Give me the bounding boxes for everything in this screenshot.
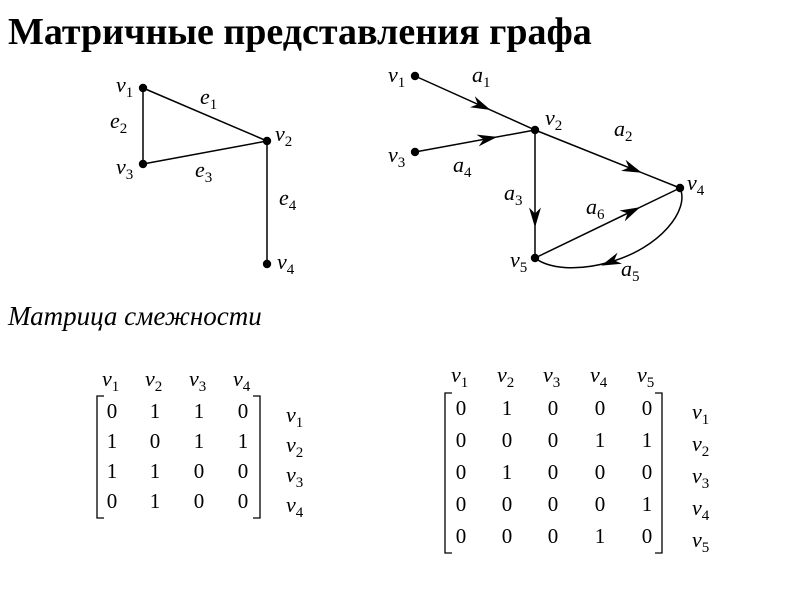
matrix_undirected-row-label-4 <box>286 492 304 521</box>
vertex-label-v4 <box>277 249 295 278</box>
vertex-v3 <box>139 160 147 168</box>
matrix_directed-cell: 1 <box>501 396 513 420</box>
vertex-d-label-v1-index: 1 <box>397 75 406 91</box>
matrix_directed-cell: 1 <box>641 492 653 516</box>
matrix_undirected-col-label-1 <box>102 366 119 395</box>
matrix_undirected-cell: 1 <box>149 399 161 423</box>
arc-label-a4-index: 4 <box>464 165 472 181</box>
matrix_directed-row-label-1-index: 1 <box>701 412 710 428</box>
arc-a6 <box>535 188 680 258</box>
matrix_undirected-row-label-3-index: 3 <box>295 475 304 491</box>
arc-label-a3-index: 3 <box>515 193 523 209</box>
edge-e3 <box>143 141 267 164</box>
vertex-label-v2-letter: v <box>275 121 285 146</box>
arc-a2 <box>535 130 680 188</box>
arc-label-a1-index: 1 <box>483 75 491 91</box>
matrix_undirected-cell: 0 <box>237 489 249 513</box>
vertex-d-label-v4 <box>687 170 705 199</box>
vertex-label-v1-index: 1 <box>125 85 134 101</box>
matrix_undirected-row-label-1-letter: v <box>286 402 296 427</box>
vertex-d-label-v1 <box>388 62 405 91</box>
matrix_directed-row-label-5-letter: v <box>692 527 702 552</box>
matrix_directed-cell: 1 <box>641 428 653 452</box>
matrix_directed-row-label-4-index: 4 <box>701 508 710 524</box>
matrix_directed-cell: 0 <box>547 396 559 420</box>
vertex-label-v2 <box>275 121 292 150</box>
arc-label-a4-letter: a <box>453 152 464 177</box>
matrix_undirected-cell: 1 <box>106 429 118 453</box>
matrix_directed-left-bracket <box>445 393 452 553</box>
arc-label-a4 <box>453 152 472 181</box>
matrix_undirected-col-label-2-letter: v <box>145 366 155 391</box>
matrix_undirected-col-label-2 <box>145 366 162 395</box>
arc-label-a3-letter: a <box>504 180 515 205</box>
matrix_directed-cell: 0 <box>594 492 606 516</box>
edge-label-e1-letter: e <box>200 84 210 109</box>
matrix_directed-col-label-2-index: 2 <box>506 375 515 391</box>
vertex-d-label-v3-letter: v <box>388 142 398 167</box>
adjacency-matrix-undirected <box>97 366 304 521</box>
matrix_undirected-cell: 0 <box>237 399 249 423</box>
arc-label-a6-index: 6 <box>597 207 605 223</box>
matrix_directed-cell: 0 <box>594 396 606 420</box>
edge-label-e3 <box>195 157 212 186</box>
matrix_directed-col-label-5-letter: v <box>637 362 647 387</box>
arc-a4 <box>415 130 535 152</box>
vertex-label-v3-index: 3 <box>125 167 134 183</box>
matrix_undirected-cell: 0 <box>106 489 118 513</box>
arc-label-a2-index: 2 <box>625 129 633 145</box>
arc-label-a5-index: 5 <box>632 269 640 285</box>
arc-a5 <box>535 188 682 268</box>
matrix_directed-cell: 0 <box>455 460 467 484</box>
adjacency-matrix-directed <box>445 362 710 556</box>
matrix_directed-col-label-3-letter: v <box>543 362 553 387</box>
matrix_undirected-col-label-3-index: 3 <box>198 379 207 395</box>
vertex-d-label-v2 <box>545 105 562 134</box>
arc-label-a3 <box>504 180 523 209</box>
matrix_directed-row-label-2 <box>692 431 709 460</box>
matrix_undirected-col-label-4-index: 4 <box>242 379 251 395</box>
vertex-v2 <box>263 137 271 145</box>
matrix_undirected-row-label-2-index: 2 <box>295 445 304 461</box>
vertex-d-v2 <box>531 126 539 134</box>
matrix_directed-cell: 0 <box>455 396 467 420</box>
vertex-d-label-v2-letter: v <box>545 105 555 130</box>
arc-label-a1-letter: a <box>472 62 483 87</box>
matrix_directed-row-label-3 <box>692 463 709 492</box>
vertex-d-label-v5-index: 5 <box>519 260 528 276</box>
edge-label-e3-letter: e <box>195 157 205 182</box>
matrix_directed-col-label-2 <box>497 362 514 391</box>
matrix_undirected-row-label-4-letter: v <box>286 492 296 517</box>
matrix_directed-cell: 0 <box>501 524 513 548</box>
matrix_directed-row-label-4-letter: v <box>692 495 702 520</box>
vertex-d-label-v2-index: 2 <box>554 118 563 134</box>
matrix_undirected-cell: 0 <box>149 429 161 453</box>
matrix_undirected-cell: 1 <box>237 429 249 453</box>
matrix_undirected-row-label-3-letter: v <box>286 462 296 487</box>
matrix_directed-row-label-1-letter: v <box>692 399 702 424</box>
matrix_directed-cell: 1 <box>594 428 606 452</box>
edge-label-e4 <box>279 185 297 214</box>
matrix_undirected-row-label-3 <box>286 462 303 491</box>
edge-label-e2-index: 2 <box>119 121 128 137</box>
matrix_undirected-row-label-1 <box>286 402 303 431</box>
matrix_undirected-row-label-1-index: 1 <box>295 415 304 431</box>
matrix_directed-right-bracket <box>655 393 662 553</box>
matrix_directed-col-label-1-index: 1 <box>460 375 469 391</box>
matrix_undirected-cell: 0 <box>106 399 118 423</box>
arc-label-a6 <box>586 194 605 223</box>
vertex-d-label-v4-index: 4 <box>696 183 705 199</box>
section-label-adjacency-matrix: Матрица смежности <box>8 301 262 331</box>
matrix_undirected-cell: 0 <box>193 459 205 483</box>
arc-label-a5-letter: a <box>621 256 632 281</box>
matrix_directed-col-label-1 <box>451 362 468 391</box>
matrix_directed-col-label-2-letter: v <box>497 362 507 387</box>
vertex-label-v4-letter: v <box>277 249 287 274</box>
arc-label-a5 <box>621 256 640 285</box>
matrix_directed-col-label-5-index: 5 <box>646 375 655 391</box>
matrix_undirected-cell: 1 <box>149 459 161 483</box>
matrix_directed-cell: 0 <box>641 460 653 484</box>
matrix_undirected-col-label-1-letter: v <box>102 366 112 391</box>
matrix_directed-cell: 0 <box>594 460 606 484</box>
matrix_directed-row-label-4 <box>692 495 710 524</box>
matrix_directed-cell: 1 <box>501 460 513 484</box>
directed-graph <box>388 62 705 285</box>
matrix_directed-row-label-5-index: 5 <box>701 540 710 556</box>
vertex-d-v3 <box>411 148 419 156</box>
matrix_directed-cell: 0 <box>547 428 559 452</box>
arc-label-a1 <box>472 62 491 91</box>
arc-label-a6-letter: a <box>586 194 597 219</box>
matrix_undirected-cell: 1 <box>193 429 205 453</box>
matrix_directed-col-label-3 <box>543 362 560 391</box>
matrix_directed-cell: 0 <box>547 492 559 516</box>
matrix_directed-cell: 0 <box>641 524 653 548</box>
matrix_directed-col-label-5 <box>637 362 654 391</box>
vertex-label-v1 <box>116 72 133 101</box>
vertex-d-v5 <box>531 254 539 262</box>
matrix_undirected-right-bracket <box>253 396 260 518</box>
vertex-d-label-v5 <box>510 247 527 276</box>
matrix_directed-row-label-2-index: 2 <box>701 444 710 460</box>
edge-label-e2 <box>110 108 127 137</box>
matrix_undirected-row-label-4-index: 4 <box>295 505 304 521</box>
matrix_directed-col-label-1-letter: v <box>451 362 461 387</box>
matrix_directed-cell: 0 <box>455 492 467 516</box>
vertex-v1 <box>139 84 147 92</box>
vertex-d-label-v1-letter: v <box>388 62 398 87</box>
vertex-label-v3 <box>116 154 133 183</box>
matrix_directed-col-label-4 <box>590 362 608 391</box>
vertex-label-v3-letter: v <box>116 154 126 179</box>
undirected-graph <box>110 72 297 278</box>
matrix_undirected-cell: 0 <box>193 489 205 513</box>
matrix_undirected-cell: 1 <box>106 459 118 483</box>
arc-label-a2-letter: a <box>614 116 625 141</box>
matrix_undirected-col-label-4-letter: v <box>233 366 243 391</box>
matrix_undirected-col-label-3-letter: v <box>189 366 199 391</box>
matrix_directed-cell: 0 <box>501 492 513 516</box>
vertex-d-label-v4-letter: v <box>687 170 697 195</box>
matrix_directed-cell: 1 <box>594 524 606 548</box>
arc-label-a2 <box>614 116 633 145</box>
edge-label-e4-index: 4 <box>288 198 297 214</box>
matrix_undirected-cell: 0 <box>237 459 249 483</box>
edge-label-e2-letter: e <box>110 108 120 133</box>
vertex-v4 <box>263 260 271 268</box>
matrix_directed-cell: 0 <box>501 428 513 452</box>
edge-label-e1 <box>200 84 217 113</box>
edge-label-e4-letter: e <box>279 185 289 210</box>
page-title: Матричные представления графа <box>8 11 592 53</box>
matrix_directed-row-label-3-letter: v <box>692 463 702 488</box>
matrix_undirected-row-label-2-letter: v <box>286 432 296 457</box>
vertex-d-v1 <box>411 72 419 80</box>
matrix_directed-row-label-1 <box>692 399 709 428</box>
vertex-d-label-v5-letter: v <box>510 247 520 272</box>
matrix_undirected-cell: 1 <box>193 399 205 423</box>
matrix_undirected-row-label-2 <box>286 432 303 461</box>
matrix_directed-row-label-2-letter: v <box>692 431 702 456</box>
matrix_directed-row-label-3-index: 3 <box>701 476 710 492</box>
vertex-d-label-v3-index: 3 <box>397 155 406 171</box>
matrix_undirected-col-label-3 <box>189 366 206 395</box>
matrix_undirected-left-bracket <box>97 396 104 518</box>
edge-label-e3-index: 3 <box>204 170 213 186</box>
matrix_directed-col-label-3-index: 3 <box>552 375 561 391</box>
matrix_directed-cell: 0 <box>547 460 559 484</box>
matrix_directed-cell: 0 <box>455 524 467 548</box>
matrix_directed-col-label-4-index: 4 <box>599 375 608 391</box>
matrix_directed-cell: 0 <box>455 428 467 452</box>
edge-label-e1-index: 1 <box>209 97 218 113</box>
matrix_directed-cell: 0 <box>547 524 559 548</box>
matrix_directed-cell: 0 <box>641 396 653 420</box>
matrix_undirected-col-label-4 <box>233 366 251 395</box>
vertex-label-v4-index: 4 <box>286 262 295 278</box>
matrix_directed-row-label-5 <box>692 527 709 556</box>
matrix_undirected-col-label-2-index: 2 <box>154 379 163 395</box>
matrix_undirected-col-label-1-index: 1 <box>111 379 120 395</box>
vertex-label-v2-index: 2 <box>284 134 293 150</box>
vertex-label-v1-letter: v <box>116 72 126 97</box>
matrix_directed-col-label-4-letter: v <box>590 362 600 387</box>
matrix_undirected-cell: 1 <box>149 489 161 513</box>
vertex-d-label-v3 <box>388 142 405 171</box>
vertex-d-v4 <box>676 184 684 192</box>
